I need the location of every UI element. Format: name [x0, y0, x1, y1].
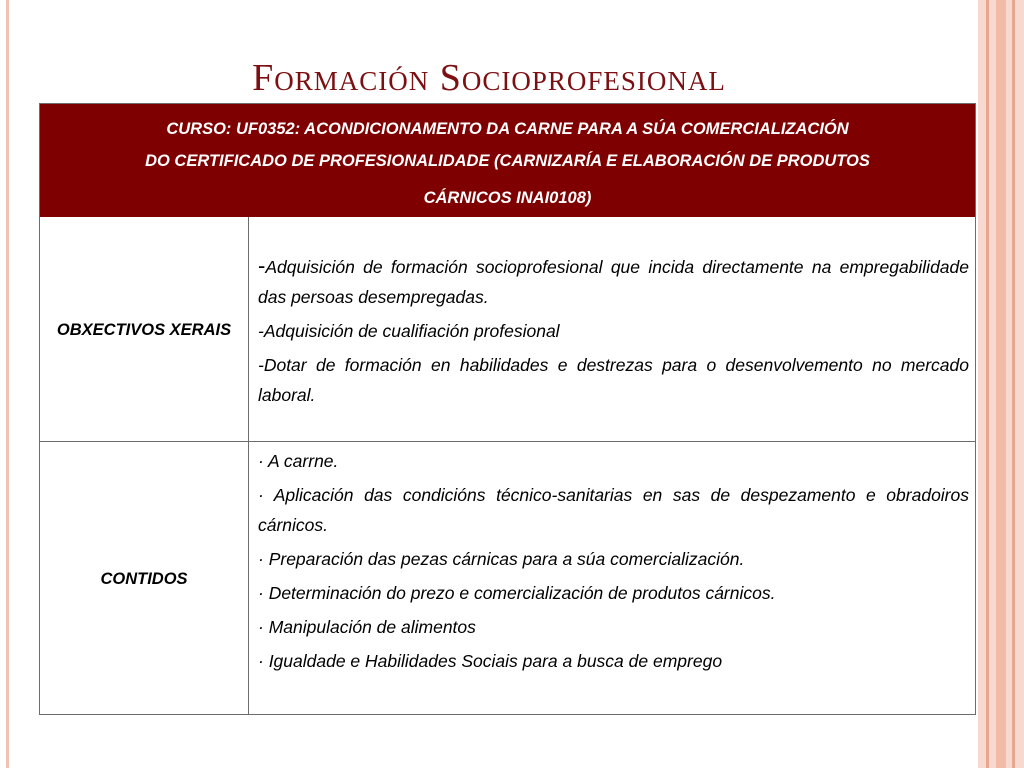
list-item: · Aplicación das condicións técnico-sanitarias en sas de despezamento e obradoiros cárnicos.	[258, 485, 969, 535]
list-item: · Igualdade e Habilidades Sociais para a busca de emprego	[258, 651, 723, 671]
table-header	[40, 104, 975, 217]
header-line-2: DO CERTIFICADO DE PROFESIONALIDADE (CARNIZARÍA E ELABORACIÓN DE PRODUTOS	[145, 152, 870, 170]
list-item: -Adquisición de cualifiación profesional	[258, 321, 560, 341]
list-item: · A carrne.	[258, 451, 339, 471]
table-row-contents	[40, 442, 975, 715]
slide-border-stripe	[996, 0, 1006, 768]
list-item: · Determinación do prezo e comercialización de produtos cárnicos.	[258, 583, 776, 603]
slide-left-border	[6, 0, 9, 768]
course-table	[39, 103, 976, 715]
header-line-1: CURSO: UF0352: ACONDICIONAMENTO DA CARNE PARA A SÚA COMERCIALIZACIÓN	[166, 120, 849, 138]
list-item: -Dotar de formación en habilidades e destrezas para o desenvolvemento no mercado laboral.	[258, 355, 969, 405]
list-item-text: Adquisición de formación socioprofesional que incida directamente na empregabilidade das persoas desempregadas.	[258, 257, 969, 307]
table-row-objectives	[40, 217, 975, 442]
slide-title: Formación Socioprofesional	[252, 57, 726, 99]
objectives-content	[258, 251, 969, 410]
contents-content	[258, 446, 969, 676]
list-item: · Preparación das pezas cárnicas para a súa comercialización.	[258, 549, 745, 569]
slide-border-stripe	[986, 0, 989, 768]
row-label-objectives: OBXECTIVOS XERAIS	[56, 321, 232, 339]
slide-border-stripe	[1012, 0, 1015, 768]
list-item: · Manipulación de alimentos	[258, 617, 476, 637]
dash-prefix: -	[258, 253, 266, 278]
header-line-3: CÁRNICOS INAI0108)	[423, 189, 592, 207]
row-label-contents: CONTIDOS	[100, 570, 188, 588]
list-item	[258, 251, 969, 312]
